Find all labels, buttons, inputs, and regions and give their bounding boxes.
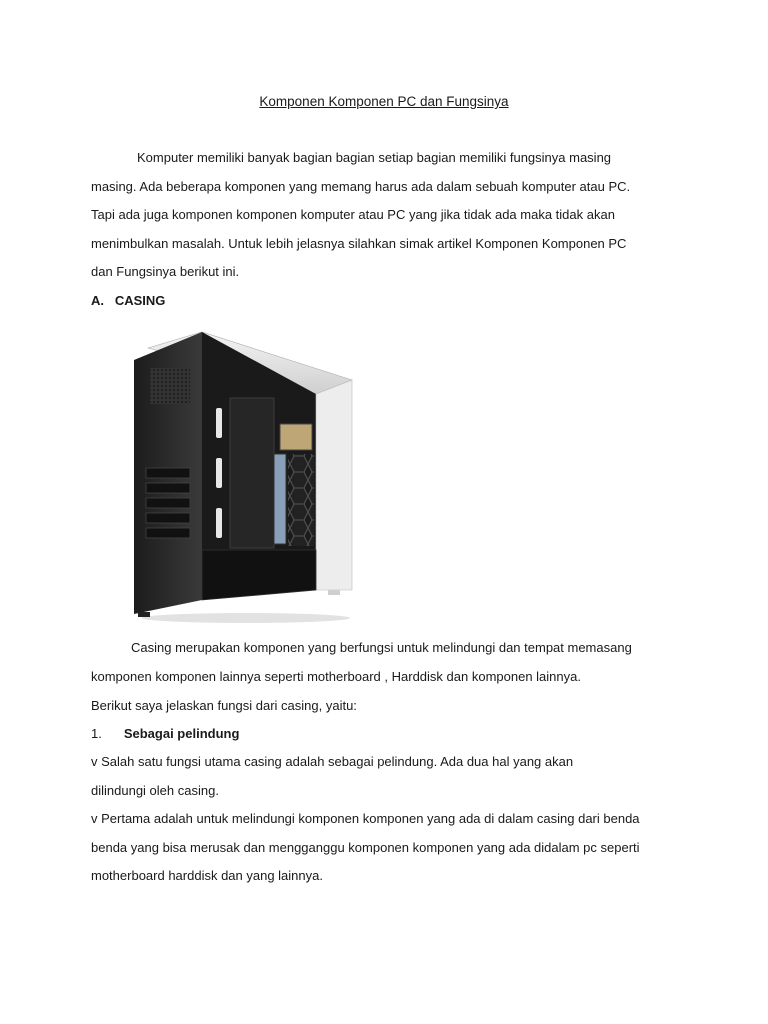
- list-item-1: [91, 726, 239, 741]
- section-a-title: CASING: [114, 293, 166, 308]
- bullet-line: v Pertama adalah untuk melindungi komponen komponen yang ada di dalam casing dari benda: [91, 811, 640, 826]
- casing-description: [91, 634, 691, 691]
- intro-paragraph: [91, 144, 691, 287]
- intro-line: masing. Ada beberapa komponen yang memang harus ada dalam sebuah komputer atau PC.: [91, 178, 631, 194]
- casing-desc-line: komponen komponen lainnya seperti motherboard , Harddisk dan komponen lainnya.: [91, 668, 581, 684]
- list-item-label: Sebagai pelindung: [123, 726, 240, 741]
- pc-casing-image: [128, 328, 360, 628]
- intro-line: dan Fungsinya berikut ini.: [91, 264, 240, 279]
- bullet-line: benda yang bisa merusak dan mengganggu komponen komponen yang ada didalam pc seperti: [91, 839, 640, 855]
- section-a-heading: [91, 293, 165, 308]
- bullet-paragraphs: [91, 748, 691, 891]
- bullet-line: v Salah satu fungsi utama casing adalah sebagai pelindung. Ada dua hal yang akan: [91, 754, 574, 769]
- list-item-number: 1.: [91, 726, 102, 741]
- bullet-line: motherboard harddisk dan yang lainnya.: [91, 868, 323, 883]
- functions-intro: Berikut saya jelaskan fungsi dari casing, yaitu:: [91, 698, 357, 713]
- intro-line: Tapi ada juga komponen komponen komputer atau PC yang jika tidak ada maka tidak akan: [91, 207, 615, 222]
- section-a-marker: A.: [91, 293, 104, 308]
- intro-line: Komputer memiliki banyak bagian bagian setiap bagian memiliki fungsinya masing: [137, 150, 612, 165]
- casing-desc-line: Casing merupakan komponen yang berfungsi untuk melindungi dan tempat memasang: [131, 640, 632, 655]
- intro-line: menimbulkan masalah. Untuk lebih jelasnya silahkan simak artikel Komponen Komponen PC: [91, 235, 627, 251]
- bullet-line: dilindungi oleh casing.: [91, 782, 219, 798]
- document-title: Komponen Komponen PC dan Fungsinya: [259, 94, 509, 109]
